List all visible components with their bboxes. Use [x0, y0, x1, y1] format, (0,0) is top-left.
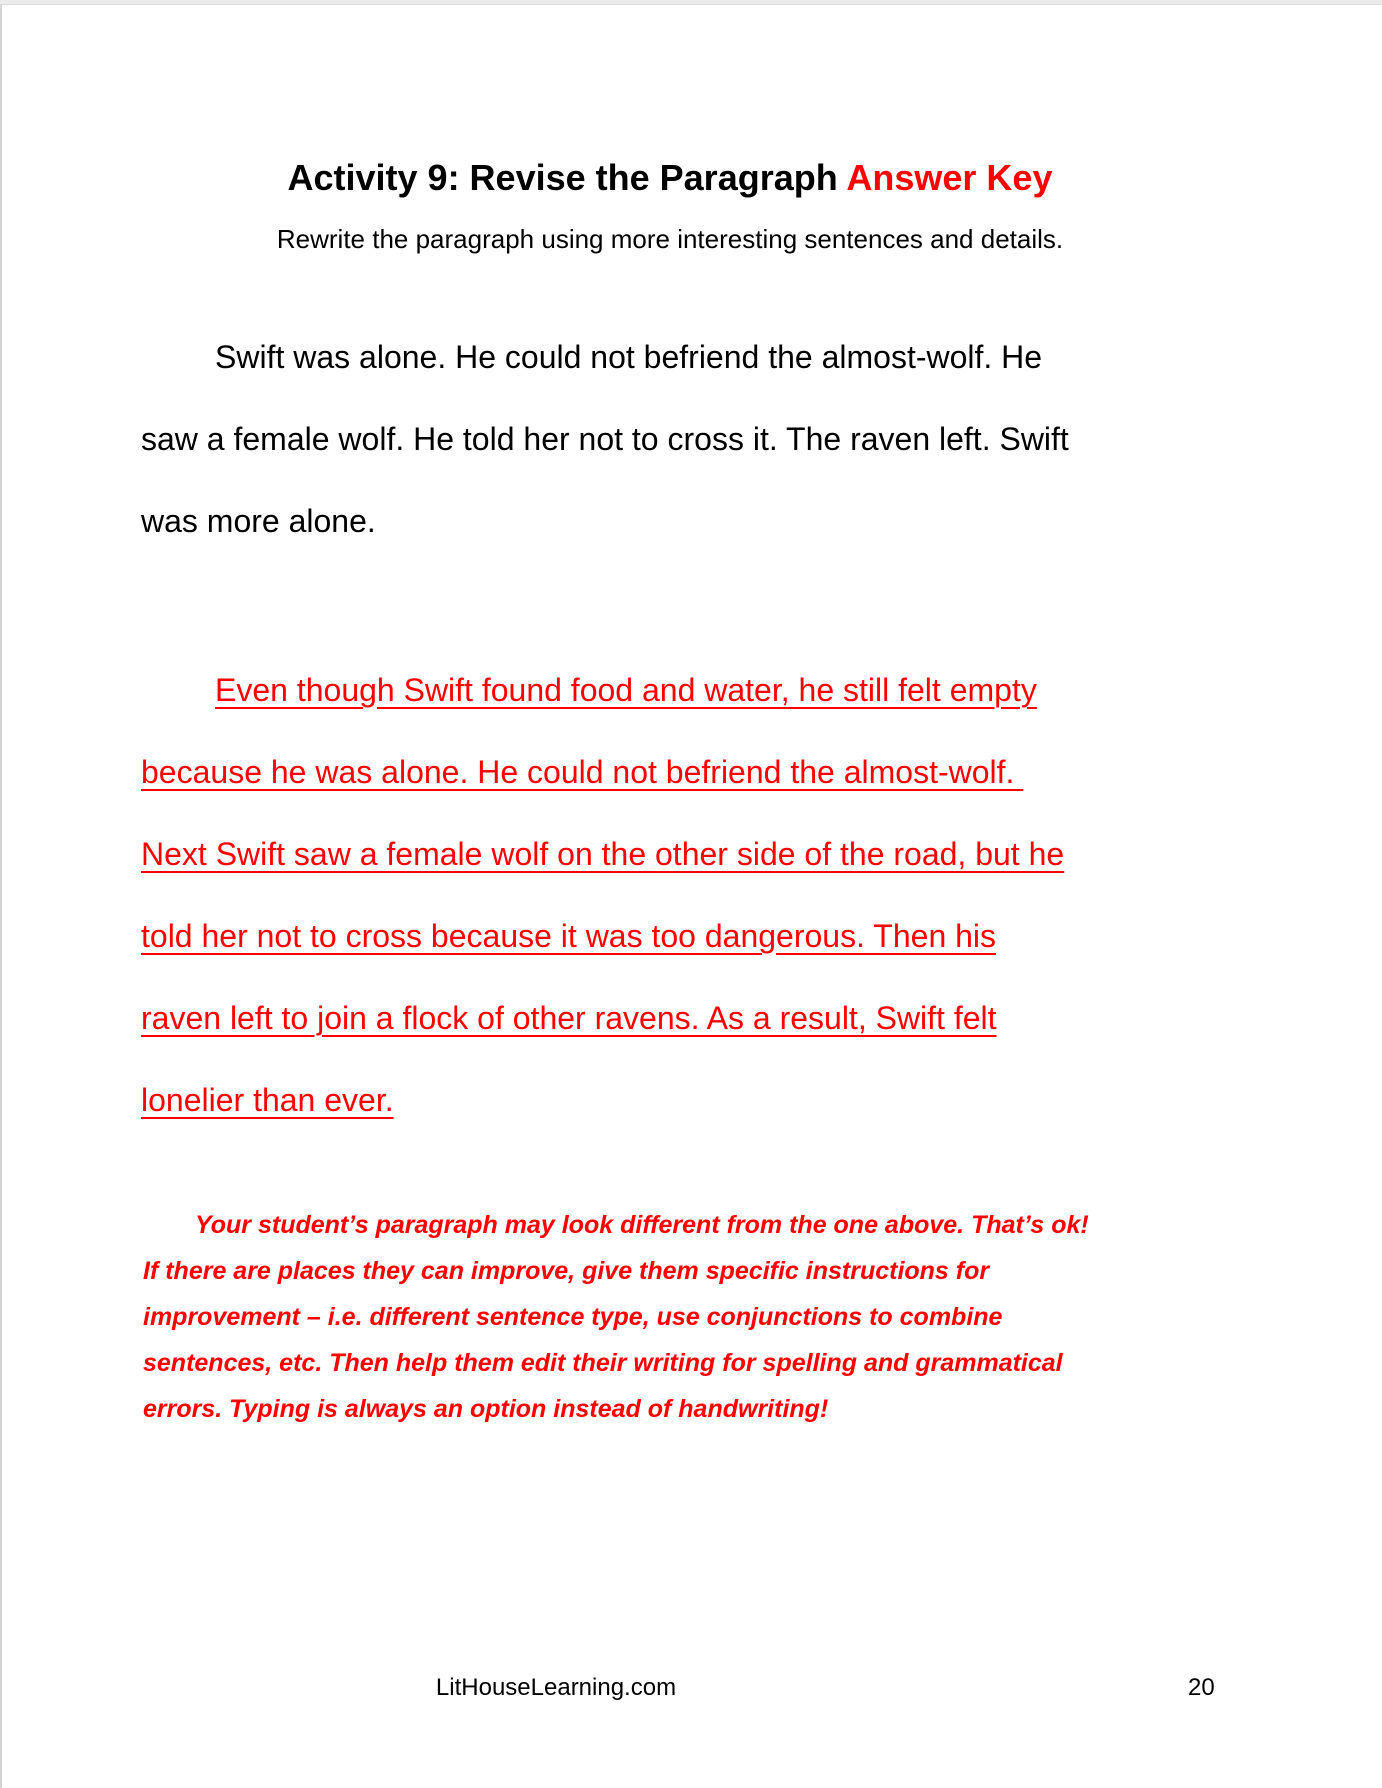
- original-paragraph: [141, 316, 1141, 562]
- revised-paragraph-line: Even though Swift found food and water, he still felt empty: [215, 672, 1037, 708]
- revised-paragraph-answer: [141, 649, 1141, 1141]
- page-title-black-text: Activity 9: Revise the Paragraph: [287, 157, 847, 198]
- teacher-note: [143, 1202, 1089, 1432]
- page-title-answer-key-text: Answer Key: [846, 157, 1053, 198]
- teacher-note-line: improvement – i.e. different sentence type, use conjunctions to combine: [143, 1303, 1003, 1331]
- revised-paragraph-line: told her not to cross because it was too dangerous. Then his: [141, 918, 997, 954]
- teacher-note-line: Your student’s paragraph may look different from the one above. That’s ok!: [195, 1211, 1089, 1239]
- original-paragraph-line: Swift was alone. He could not befriend the almost-wolf. He: [215, 339, 1043, 375]
- original-paragraph-line: saw a female wolf. He told her not to cross it. The raven left. Swift: [141, 421, 1069, 457]
- teacher-note-line: If there are places they can improve, give them specific instructions for: [143, 1257, 990, 1285]
- teacher-note-line: errors. Typing is always an option instead of handwriting!: [143, 1395, 829, 1423]
- viewer-left-edge: [0, 4, 2, 1788]
- footer-site-url: LitHouseLearning.com: [435, 1674, 677, 1701]
- page-title: [140, 158, 1200, 198]
- viewer-top-edge: [0, 0, 1382, 5]
- revised-paragraph-line: because he was alone. He could not befriend the almost-wolf.: [141, 754, 1024, 790]
- revised-paragraph-line: lonelier than ever.: [141, 1082, 394, 1118]
- teacher-note-line: sentences, etc. Then help them edit their writing for spelling and grammatical: [143, 1349, 1063, 1377]
- revised-paragraph-line: raven left to join a flock of other ravens. As a result, Swift felt: [141, 1000, 997, 1036]
- revised-paragraph-line: Next Swift saw a female wolf on the other side of the road, but he: [141, 836, 1065, 872]
- activity-instructions: Rewrite the paragraph using more interesting sentences and details.: [276, 224, 1064, 254]
- footer-page-number: 20: [1188, 1674, 1215, 1701]
- original-paragraph-line: was more alone.: [141, 503, 376, 539]
